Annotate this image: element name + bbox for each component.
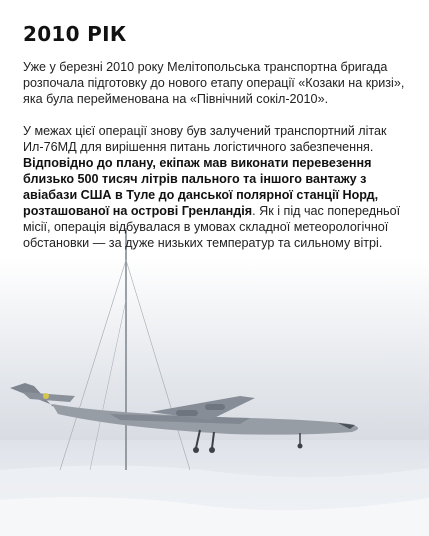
paragraph-preparation: Уже у березні 2010 року Мелітопольська транспортна бригада розпочала підготовку до нового етапу операції «Козаки на кризі», яка була перейменована на «Північний сокіл-2010». bbox=[23, 60, 405, 106]
page-title: 2010 РІК bbox=[23, 22, 127, 46]
paragraph-highlight: Відповідно до плану, екіпаж мав виконати перевезення близько 500 тисяч літрів пального та іншого вантажу з авіабази США в Туле до данської полярної станції Норд, розташованої на острові Гренландія bbox=[23, 156, 379, 218]
paragraph-outro: . Як і під час попередньої місії, операція відбувалася в умовах складної метеорологічної обстановки — за дуже низьких температур та сильному вітрі. bbox=[23, 204, 401, 250]
paragraph-intro: У межах цієї операції знову був залучений транспортний літак Ил-76МД для вирішення питань логістичного забезпечення. bbox=[23, 124, 387, 154]
article-content bbox=[23, 22, 409, 251]
paragraph-operation bbox=[23, 123, 409, 251]
